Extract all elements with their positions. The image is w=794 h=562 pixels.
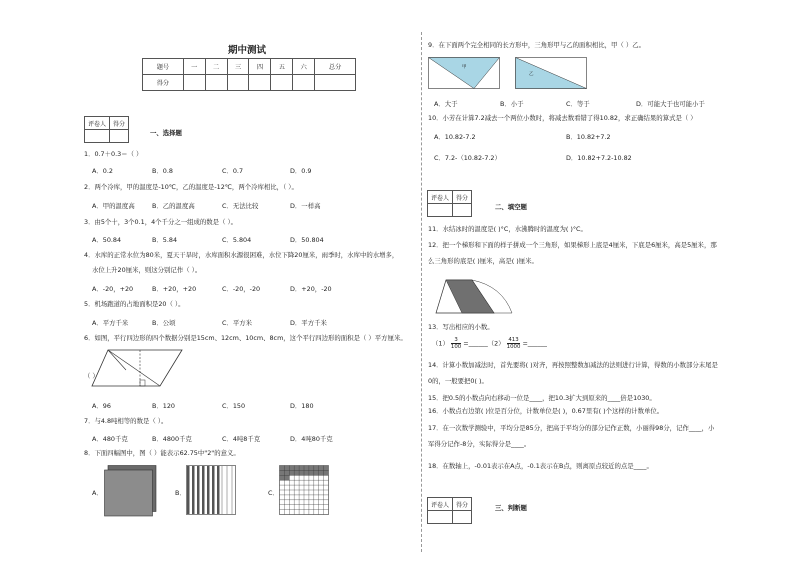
option-8a[interactable]: A． [92,489,103,497]
option-2a[interactable]: A．甲的温度高 [92,202,135,210]
triangle-label-jia: 甲 [462,65,467,70]
score-label: 得分 [110,117,129,130]
option-4a[interactable]: A．-20，+20 [92,285,134,293]
score-input-cell[interactable] [227,75,249,91]
option-10d[interactable]: D．10.82+7.2-10.82 [566,154,632,162]
option-5b[interactable]: B．公顷 [152,319,176,327]
score-header-cell: 一 [183,59,205,75]
parallelogram-icon [86,346,186,394]
score-input-cell[interactable] [453,204,472,217]
option-9a[interactable]: A．大于 [434,100,458,108]
question-13-fractions [432,337,547,350]
score-input-cell[interactable] [293,75,315,91]
option-4b[interactable]: B．+20，+20 [152,285,197,293]
score-table-score-row [143,75,356,91]
triangle-label-yi: 乙 [529,72,534,77]
question-17-line2: 军得分记作-8分，实际得分是____。 [428,440,531,448]
question-8: 8．下面四幅图中，图（ ）能表示62.75中"2"的意义。 [84,449,240,457]
option-3a[interactable]: A．50.84 [92,236,122,244]
question-13: 13．写出相应的小数。 [428,323,494,331]
trapezoid-figure [432,276,516,318]
score-table-header-row [143,59,356,75]
question-11: 11．水结冰时的温度是( )°C，水沸腾时的温度为( )°C。 [428,225,587,233]
score-input-cell[interactable] [249,75,271,91]
grader-label: 评卷人 [428,498,453,511]
grader-input-cell[interactable] [428,204,453,217]
option-5a[interactable]: A．平方千米 [92,319,129,327]
fraction-1-numerator: 3 [451,337,461,344]
option-9c[interactable]: C．等于 [566,100,590,108]
option-7a[interactable]: A．480千克 [92,435,128,443]
score-header-cell: 总分 [315,59,356,75]
option-2c[interactable]: C．无法比较 [222,202,259,210]
option-3d[interactable]: D．50.804 [290,236,324,244]
question-5: 5．机场跑道的占地面积是20（ ）。 [84,300,185,308]
question-14-line2: 0的，一般要把0( )。 [428,377,488,385]
figure-a-square-shaded [104,465,158,519]
section-heading-fill: 二、填空题 [495,203,527,211]
figure-label: （ ） [84,372,99,380]
score-table [142,58,356,91]
score-input-cell[interactable] [205,75,227,91]
grader-box-1 [84,116,129,143]
score-label: 得分 [453,498,472,511]
q13-blank-2[interactable]: =______ [522,339,547,348]
parallelogram-figure [86,346,186,394]
option-10a[interactable]: A．10.82-7.2 [434,133,476,141]
score-header-cell: 题号 [143,59,184,75]
option-1b[interactable]: B．0.8 [152,167,173,175]
score-header-cell: 六 [293,59,315,75]
option-5d[interactable]: D．平方千米 [290,319,327,327]
score-input-cell[interactable] [315,75,356,91]
option-4d[interactable]: D．+20，-20 [290,285,332,293]
option-2d[interactable]: D．一样高 [290,202,321,210]
grader-box-2 [427,190,472,217]
question-7: 7．与4.8吨相等的数是（ ）。 [84,417,168,425]
grader-box-3 [427,497,472,524]
option-10b[interactable]: B．10.82+7.2 [566,133,611,141]
question-3: 3．由5个十，3个0.1，4个千分之一组成的数是（ ）。 [84,218,238,226]
rectangle-triangle-icon [428,57,500,89]
grader-label: 评卷人 [85,117,110,130]
figure-rectangle-yi [515,57,587,91]
score-header-cell: 三 [227,59,249,75]
question-4-line1: 4．水库的正常水位为80米，夏天干旱时，水库面积水源很困难，水位下降20厘米，雨季时，水库中的水增多， [84,251,399,259]
option-2b[interactable]: B．乙的温度高 [152,202,195,210]
option-8b[interactable]: B． [175,489,186,497]
section-heading-choice: 一、选择题 [150,129,182,137]
rectangle-triangle-icon [515,57,587,89]
score-input-cell[interactable] [183,75,205,91]
question-2: 2．两个冷库，甲的温度是-10℃，乙的温度是-12℃，两个冷库相比，（ ）。 [84,183,298,191]
question-16: 16．小数点右边第( )位是百分位，计数单位是( )，0.67里有( )个这样的计数单位。 [428,407,664,415]
page-title: 期中测试 [228,45,267,56]
column-divider [421,32,422,552]
option-6a[interactable]: A．96 [92,402,111,410]
score-header-cell: 二 [205,59,227,75]
fraction-2 [507,337,521,350]
question-1: 1．0.7＋0.3＝（ ） [84,150,143,158]
figure-rectangle-jia [428,57,500,91]
question-14-line1: 14．计算小数加减法时，首先要将( )对齐，再按照整数加减法的法则进行计算，得数的小数部分末尾是 [428,361,718,369]
option-8c[interactable]: C． [268,489,279,497]
score-label: 得分 [453,191,472,204]
question-15: 15．把0.5的小数点向右移动一位是____，把10.3扩大到原来的____倍是1030。 [428,394,656,402]
option-9b[interactable]: B．小于 [500,100,524,108]
option-7c[interactable]: C．4吨8千克 [222,435,261,443]
fraction-2-numerator: 413 [508,337,519,343]
option-3c[interactable]: C．5.804 [222,236,252,244]
q13-part1-label: （1） [432,339,449,348]
striped-square-icon [186,465,236,515]
option-1a[interactable]: A．0.2 [92,167,113,175]
score-header-cell: 五 [271,59,293,75]
option-6b[interactable]: B．120 [152,402,175,410]
option-10c[interactable]: C．7.2-（10.82-7.2） [434,154,501,162]
grader-input-cell[interactable] [85,130,110,143]
score-input-cell[interactable] [453,511,472,524]
option-4c[interactable]: C．-20，-20 [222,285,261,293]
section-heading-judge: 三、判断题 [495,504,527,512]
question-9: 9．在下面两个完全相同的长方形中，三角形甲与乙的面积相比，甲（ ）乙。 [428,41,645,49]
option-6c[interactable]: C．150 [222,402,246,410]
question-4-line2: 水位上升20厘米，则这分别记作（ ）。 [92,266,202,274]
question-18: 18．在数轴上，-0.01表示在A点，-0.1表示在B点，则离原点较近的点是____。 [428,462,653,470]
option-1c[interactable]: C．0.7 [222,167,244,175]
fraction-1-denominator: 100 [450,344,462,350]
option-7d[interactable]: D．4吨80千克 [290,435,333,443]
question-12-line2: 么三角形的底是( )厘米，高是( )厘米。 [428,257,538,265]
question-17-line1: 17．在一次数学测验中，平均分是85分，把高于平均分的部分记作正数，小丽得98分，记作____，小 [428,424,715,432]
score-row-label: 得分 [143,75,184,91]
score-header-cell: 四 [249,59,271,75]
q13-blank-1[interactable]: =______（2） [463,339,505,348]
option-5c[interactable]: C．平方米 [222,319,253,327]
score-input-cell[interactable] [271,75,293,91]
option-7b[interactable]: B．4800千克 [152,435,192,443]
option-9d[interactable]: D．可能大于也可能小于 [636,100,705,108]
question-6: 6．如图，平行四边形的四个数据分别是15cm、12cm、10cm、8cm，这个平行四边形的面积是（ ）平方厘米。 [84,334,407,342]
fraction-2-denominator: 1000 [506,344,521,350]
figure-b-striped [186,465,236,517]
trapezoid-icon [432,276,516,316]
hundred-grid-icon [279,465,329,515]
fraction-1 [451,337,461,350]
grader-input-cell[interactable] [428,511,453,524]
question-12-line1: 12．把一个梯形和下面的样子拼成一个三角形，如果梯形上底是4厘米，下底是6厘米，高是5厘米，那 [428,241,717,249]
option-3b[interactable]: B．5.84 [152,236,178,244]
option-6d[interactable]: D．180 [290,402,314,410]
grader-label: 评卷人 [428,191,453,204]
figure-c-grid [279,465,329,517]
option-1d[interactable]: D．0.9 [290,167,312,175]
shaded-square-icon [104,465,158,517]
score-input-cell[interactable] [110,130,129,143]
question-10: 10．小芳在计算7.2减去一个两位小数时，将减去数看错了得10.82，求正确结果的算式是（ ） [428,114,697,122]
